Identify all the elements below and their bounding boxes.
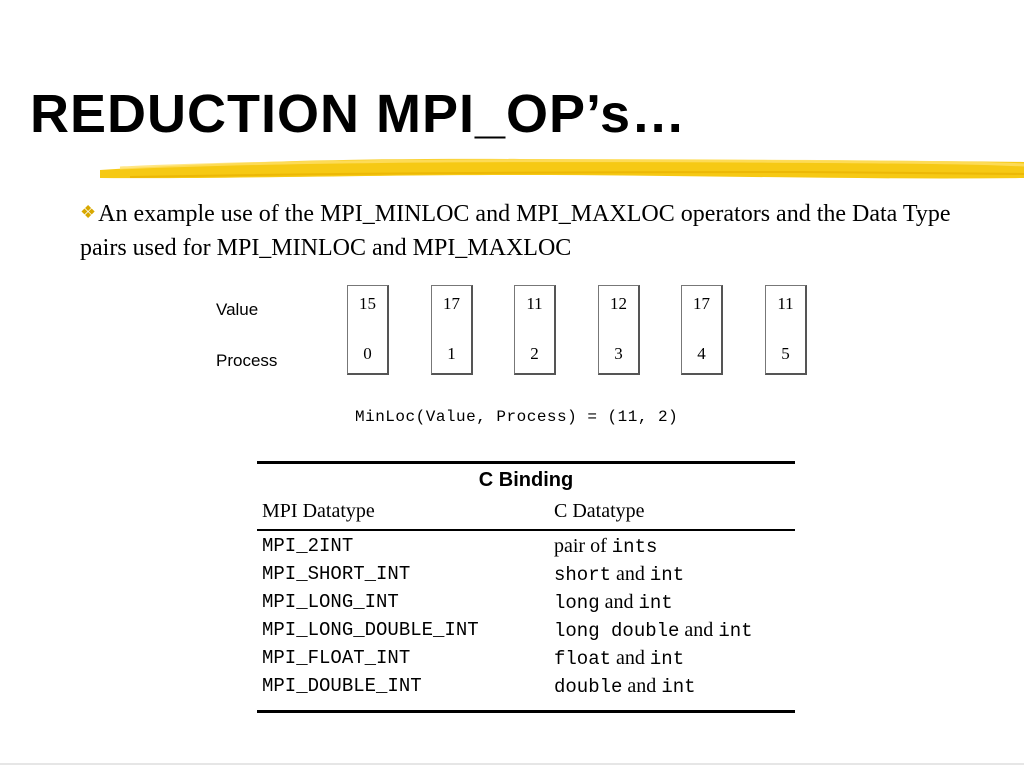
slide-title: REDUCTION MPI_OP’s… (30, 84, 687, 144)
c-binding-table (257, 461, 795, 713)
cell-process: 1 (447, 344, 456, 363)
column-header-c-datatype: C Datatype (554, 500, 645, 522)
value-process-cell (598, 285, 640, 375)
c-datatype-fragment: int (649, 648, 685, 670)
c-datatype-cell (554, 535, 657, 563)
c-datatype-cell (554, 619, 753, 647)
mpi-datatype-cell: MPI_SHORT_INT (262, 563, 411, 585)
value-process-cell (514, 285, 556, 375)
c-datatype-fragment: and (611, 647, 650, 669)
c-datatype-fragment: long double (554, 620, 680, 642)
bullet-text: An example use of the MPI_MINLOC and MPI_MAXLOC operators and the Data Type pairs used for MPI_MINLOC and MPI_MAXLOC (80, 201, 951, 261)
c-datatype-fragment: and (611, 563, 650, 585)
mpi-datatype-cell: MPI_2INT (262, 535, 354, 557)
value-row-label: Value (216, 300, 259, 319)
cell-value: 11 (526, 294, 543, 313)
minloc-expression: MinLoc(Value, Process) = (11, 2) (355, 408, 679, 426)
c-datatype-fragment: float (554, 648, 612, 670)
cell-process: 5 (781, 344, 790, 363)
mpi-datatype-cell: MPI_DOUBLE_INT (262, 675, 422, 697)
footer-divider (0, 763, 1024, 765)
cell-process: 4 (697, 344, 706, 363)
cell-value: 17 (443, 294, 460, 313)
cell-value: 17 (693, 294, 710, 313)
value-process-cell (765, 285, 807, 375)
c-datatype-fragment: pair of (554, 535, 612, 557)
c-datatype-fragment: int (649, 564, 685, 586)
c-datatype-fragment: and (622, 675, 662, 697)
c-datatype-fragment: int (638, 592, 673, 614)
c-datatype-fragment: ints (611, 536, 658, 558)
value-process-cell (347, 285, 389, 375)
cell-process: 3 (614, 344, 623, 363)
value-process-cell (431, 285, 473, 375)
c-datatype-fragment: double (554, 676, 623, 698)
bullet-diamond-icon: ❖ (80, 202, 97, 222)
mpi-datatype-cell: MPI_LONG_INT (262, 591, 399, 613)
table-title: C Binding (478, 469, 574, 491)
cell-value: 15 (359, 294, 376, 313)
column-header-mpi-datatype: MPI Datatype (262, 500, 375, 522)
c-datatype-fragment: short (554, 564, 612, 586)
c-datatype-fragment: and (679, 619, 719, 641)
c-datatype-fragment: long (554, 592, 600, 614)
c-datatype-fragment: and (599, 591, 639, 613)
cell-process: 0 (363, 344, 372, 363)
highlighter-underline (100, 148, 1024, 190)
mpi-datatype-cell: MPI_LONG_DOUBLE_INT (262, 619, 479, 641)
c-datatype-fragment: int (718, 620, 753, 642)
header-divider (257, 529, 795, 531)
c-datatype-cell (554, 591, 673, 619)
cell-process: 2 (530, 344, 539, 363)
c-datatype-cell (554, 647, 684, 675)
process-row-label: Process (216, 351, 278, 370)
cell-value: 12 (610, 294, 627, 313)
c-datatype-cell (554, 675, 696, 703)
c-datatype-fragment: int (661, 676, 696, 698)
mpi-datatype-cell: MPI_FLOAT_INT (262, 647, 411, 669)
bullet-point (80, 198, 970, 265)
cell-value: 11 (777, 294, 794, 313)
value-process-cell (681, 285, 723, 375)
c-datatype-cell (554, 563, 684, 591)
